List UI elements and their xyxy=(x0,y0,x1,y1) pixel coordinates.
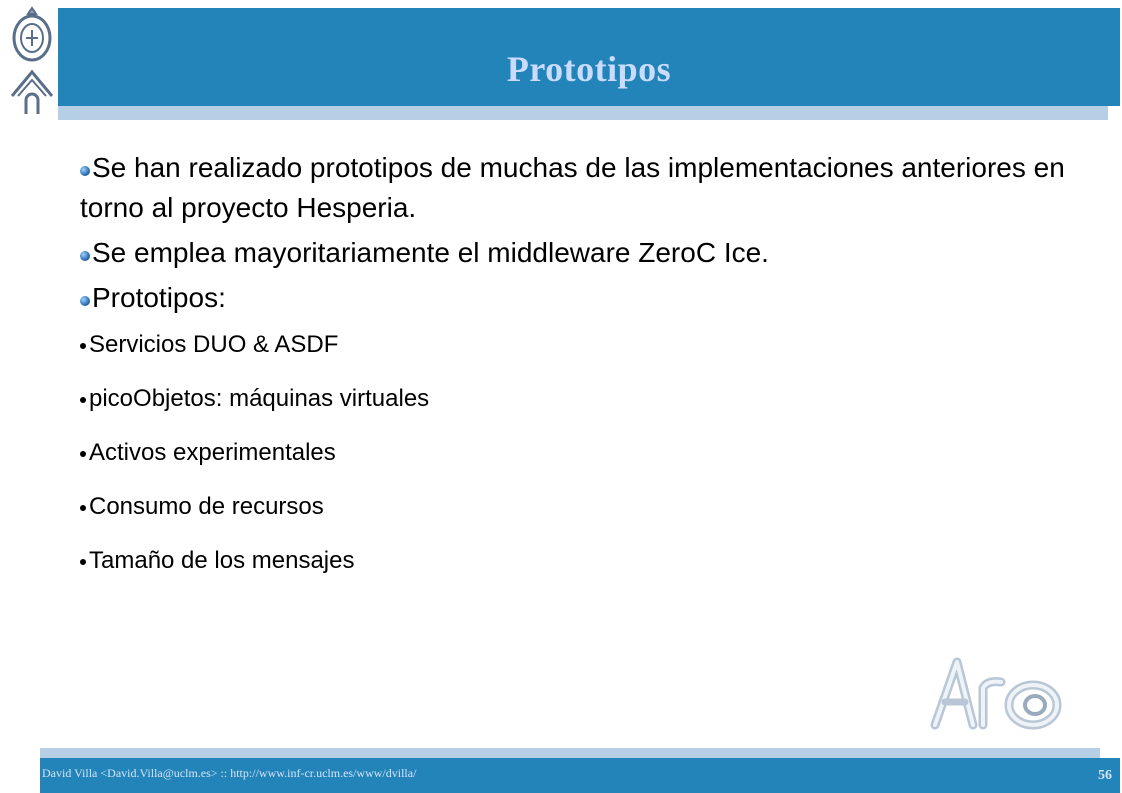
sub-bullet-item xyxy=(80,438,1080,492)
bullet-icon xyxy=(80,296,90,306)
bullet-text: Se emplea mayoritariamente el middleware ZeroC Ice. xyxy=(92,237,769,268)
sub-bullet-item xyxy=(80,492,1080,546)
dot-bullet-icon xyxy=(80,397,86,403)
dot-bullet-icon xyxy=(80,505,86,511)
bullet-item xyxy=(80,148,1080,228)
sub-bullet-item xyxy=(80,546,1080,600)
bullet-item xyxy=(80,233,1080,273)
dot-bullet-icon xyxy=(80,343,86,349)
sub-bullet-item xyxy=(80,384,1080,438)
sub-bullet-text: Servicios DUO & ASDF xyxy=(89,331,339,358)
sub-bullet-list xyxy=(80,330,1080,600)
dot-bullet-icon xyxy=(80,559,86,565)
dot-bullet-icon xyxy=(80,451,86,457)
bullet-icon xyxy=(80,251,90,261)
sub-bullet-text: Tamaño de los mensajes xyxy=(89,547,355,574)
sub-bullet-text: Activos experimentales xyxy=(89,439,336,466)
bullet-text: Prototipos: xyxy=(92,282,226,313)
university-crest-icon xyxy=(6,4,58,124)
bullet-icon xyxy=(80,166,90,176)
sub-bullet-item xyxy=(80,330,1080,384)
bullet-text: Se han realizado prototipos de muchas de las implementaciones anteriores en torno al proyecto Hesperia. xyxy=(80,152,1065,223)
slide-content xyxy=(80,148,1080,600)
arco-logo-icon xyxy=(925,650,1075,735)
sub-bullet-text: Consumo de recursos xyxy=(89,493,324,520)
slide-title: Prototipos xyxy=(506,49,672,89)
bullet-item xyxy=(80,278,1080,318)
page-number: 56 xyxy=(1098,768,1112,783)
footer-author: David Villa <David.Villa@uclm.es> :: http://www.inf-cr.uclm.es/www/dvilla/ xyxy=(42,766,417,780)
sub-bullet-text: picoObjetos: máquinas virtuales xyxy=(89,385,430,412)
